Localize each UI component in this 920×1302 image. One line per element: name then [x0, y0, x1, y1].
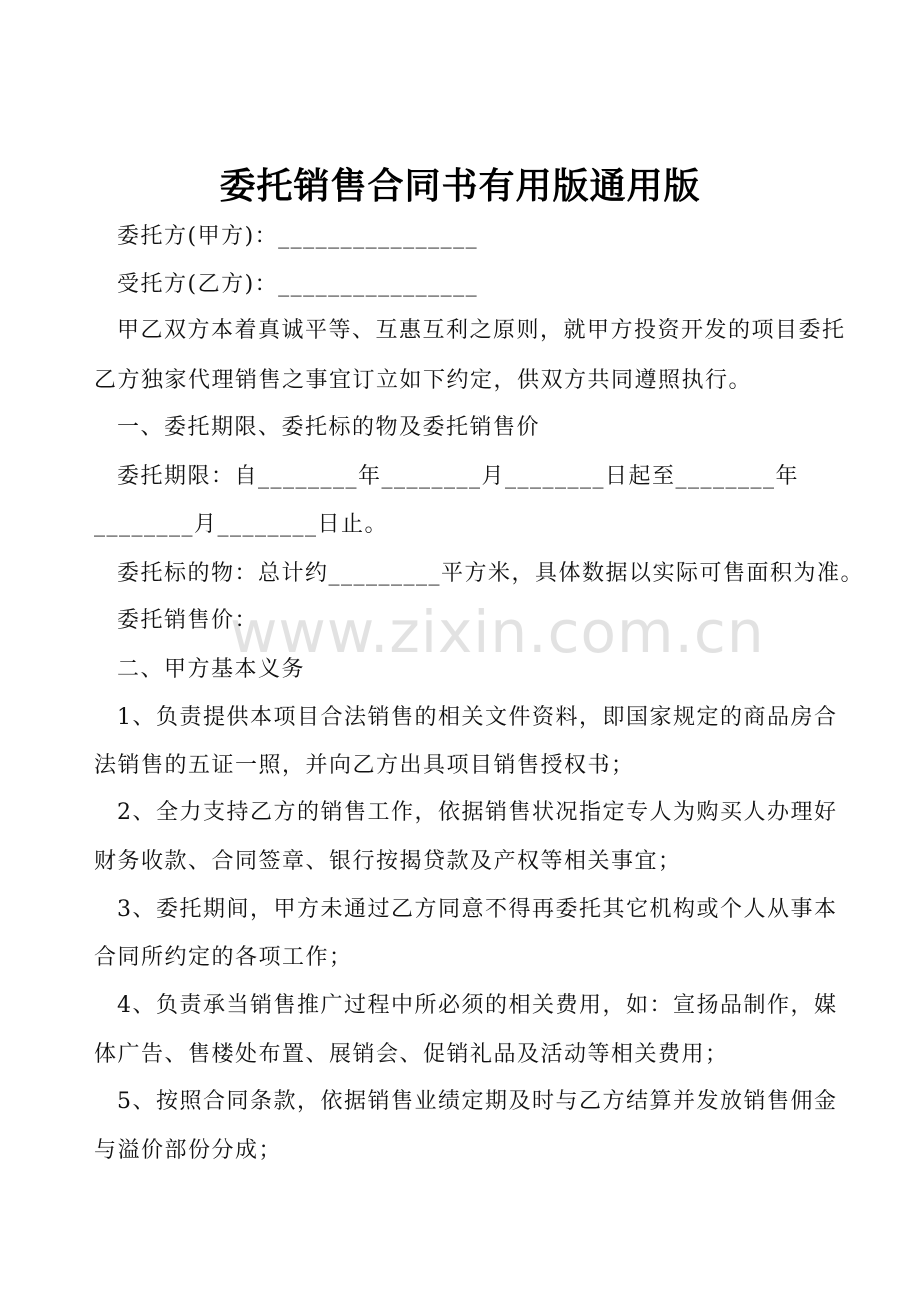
clause-3-line-2: 合同所约定的各项工作； — [94, 945, 353, 970]
document-title: 委托销售合同书有用版通用版 — [219, 166, 701, 207]
section-2-heading: 二、甲方基本义务 — [117, 657, 306, 682]
term-line-1: 委托期限：自________年________月________日起至________年 — [117, 464, 800, 489]
clause-5-line-2: 与溢价部份分成； — [94, 1138, 283, 1163]
clause-5-line-1: 5、按照合同条款，依据销售业绩定期及时与乙方结算并发放销售佣金 — [117, 1089, 838, 1114]
watermark-text: www.zixin.com.cn — [230, 598, 765, 666]
clause-4-line-2: 体广告、售楼处布置、展销会、促销礼品及活动等相关费用； — [94, 1042, 729, 1067]
clause-1-line-2: 法销售的五证一照，并向乙方出具项目销售授权书； — [94, 753, 635, 778]
clause-3-line-1: 3、委托期间，甲方未通过乙方同意不得再委托其它机构或个人从事本 — [117, 897, 838, 922]
clause-4-line-1: 4、负责承当销售推广过程中所必须的相关费用，如：宣扬品制作，媒 — [117, 993, 838, 1018]
price-line: 委托销售价： — [117, 608, 259, 633]
section-1-heading: 一、委托期限、委托标的物及委托销售价 — [117, 415, 541, 440]
party-a-line: 委托方(甲方)：________________ — [117, 224, 479, 249]
clause-2-line-2: 财务收款、合同签章、银行按揭贷款及产权等相关事宜； — [94, 849, 682, 874]
clause-2-line-1: 2、全力支持乙方的销售工作，依据销售状况指定专人为购买人办理好 — [117, 800, 838, 825]
preamble-line-1: 甲乙双方本着真诚平等、互惠互利之原则，就甲方投资开发的项目委托 — [117, 318, 846, 343]
preamble-line-2: 乙方独家代理销售之事宜订立如下约定，供双方共同遵照执行。 — [94, 368, 753, 393]
subject-line: 委托标的物：总计约_________平方米，具体数据以实际可售面积为准。 — [117, 561, 865, 586]
party-b-line: 受托方(乙方)：________________ — [117, 272, 479, 297]
clause-1-line-1: 1、负责提供本项目合法销售的相关文件资料，即国家规定的商品房合 — [117, 705, 838, 730]
term-line-2: ________月________日止。 — [94, 512, 389, 537]
